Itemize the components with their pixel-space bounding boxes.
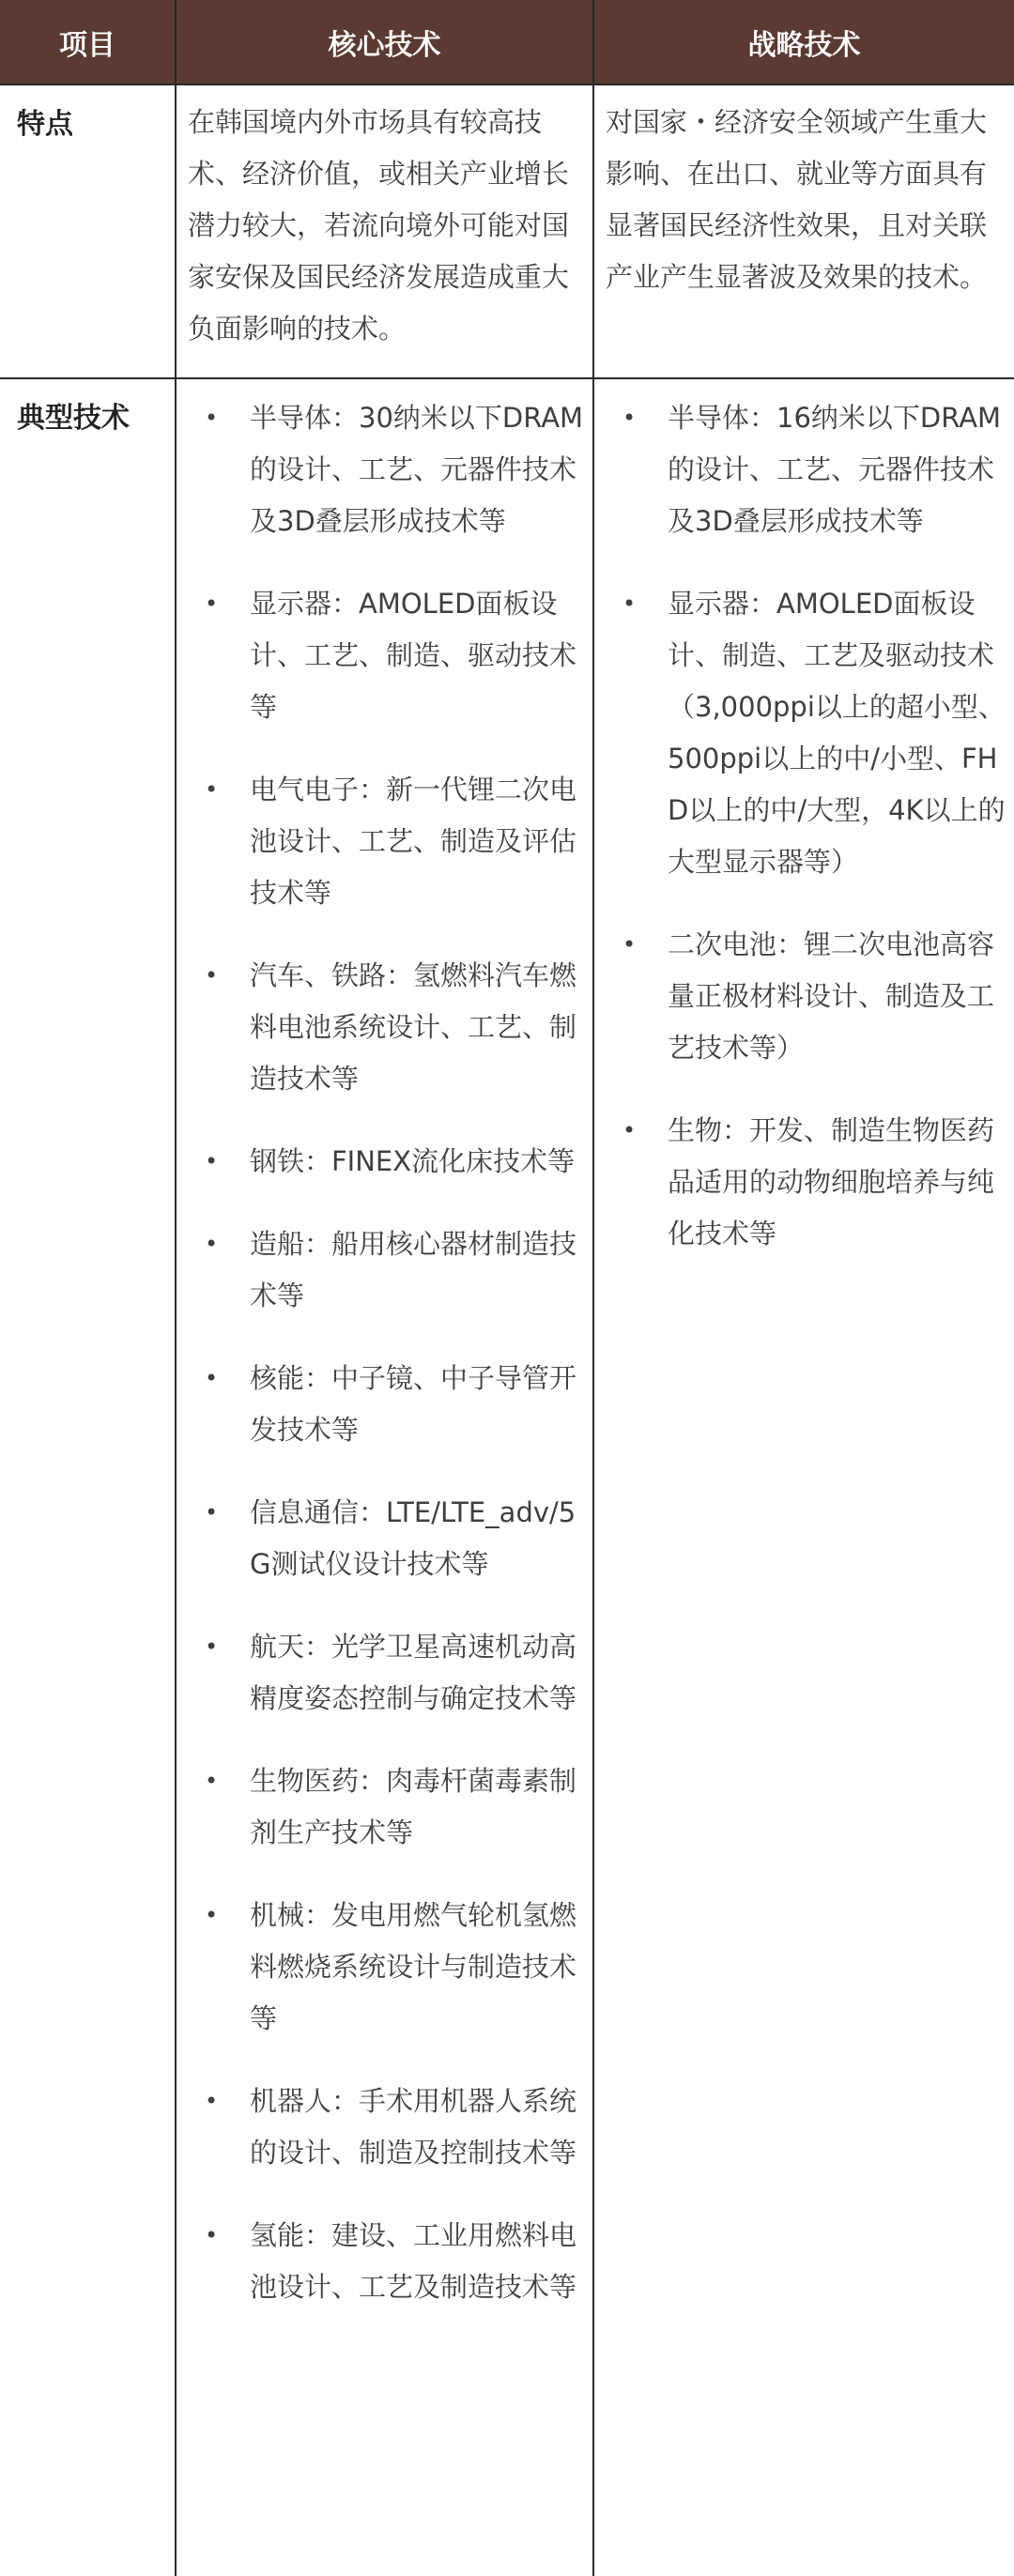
- typical-technologies-label: 典型技术: [0, 378, 176, 2576]
- strategic-technology-list-item: [606, 919, 1014, 1074]
- core-technology-item-text: 钢铁：FINEX流化床技术等: [250, 1145, 576, 1177]
- features-label: 特点: [0, 84, 176, 378]
- bullet-icon: •: [622, 405, 637, 431]
- strategic-technology-list-item: [606, 1105, 1014, 1260]
- core-technology-list-item: [188, 1756, 592, 1859]
- core-technology-item-text: 机器人：手术用机器人系统的设计、制造及控制技术等: [250, 2085, 577, 2169]
- bullet-icon: •: [622, 1117, 637, 1143]
- core-technology-item-text: 汽车、铁路：氢燃料汽车燃料电池系统设计、工艺、制造技术等: [250, 959, 577, 1095]
- bullet-icon: •: [205, 1148, 219, 1174]
- bullet-icon: •: [205, 1633, 219, 1660]
- bullet-icon: •: [622, 931, 637, 958]
- core-technology-list-item: [188, 1353, 592, 1456]
- core-technology-item-text: 造船：船用核心器材制造技术等: [250, 1228, 577, 1311]
- header-item: 项目: [0, 0, 176, 84]
- core-technology-item-text: 显示器：AMOLED面板设计、工艺、制造、驱动技术等: [250, 588, 577, 723]
- features-row: [0, 84, 1014, 378]
- core-technology-list-item: [188, 2076, 592, 2179]
- bullet-icon: •: [205, 1902, 219, 1928]
- bullet-icon: •: [205, 2088, 219, 2114]
- strategic-technology-list-item: [606, 578, 1014, 888]
- bullet-icon: •: [622, 590, 637, 617]
- bullet-icon: •: [205, 1768, 219, 1794]
- core-technology-item-text: 氢能：建设、工业用燃料电池设计、工艺及制造技术等: [250, 2219, 577, 2303]
- strategic-technology-list: [606, 392, 1014, 1260]
- core-technology-list-item: [188, 578, 592, 733]
- strategic-technology-item-text: 生物：开发、制造生物医药品适用的动物细胞培养与纯化技术等: [668, 1114, 995, 1250]
- core-technology-item-text: 机械：发电用燃气轮机氢燃料燃烧系统设计与制造技术等: [250, 1899, 577, 2034]
- bullet-icon: •: [205, 590, 219, 617]
- strategic-technology-list-cell: [593, 378, 1014, 2576]
- core-technology-list-item: [188, 1487, 592, 1590]
- bullet-icon: •: [205, 1231, 219, 1257]
- strategic-features-text: 对国家・经济安全领域产生重大影响、在出口、就业等方面具有显著国民经济性效果，且对关联产业产生显著波及效果的技术。: [593, 84, 1014, 378]
- core-technology-list-item: [188, 392, 592, 547]
- core-technology-item-text: 电气电子：新一代锂二次电池设计、工艺、制造及评估技术等: [250, 774, 577, 909]
- header-core-technology: 核心技术: [176, 0, 593, 84]
- header-row: [0, 0, 1014, 84]
- strategic-technology-item-text: 半导体：16纳米以下DRAM的设计、工艺、元器件技术及3D叠层形成技术等: [668, 402, 1002, 537]
- core-technology-item-text: 信息通信：LTE/LTE_adv/5G测试仪设计技术等: [250, 1496, 576, 1580]
- strategic-technology-list-item: [606, 392, 1014, 547]
- bullet-icon: •: [205, 1365, 219, 1391]
- bullet-icon: •: [205, 776, 219, 803]
- strategic-technology-item-text: 显示器：AMOLED面板设计、制造、工艺及驱动技术（3,000ppi以上的超小型、500ppi以上的中/小型、FHD以上的中/大型，4K以上的大型显示器等）: [668, 588, 1006, 878]
- core-technology-list-item: [188, 1890, 592, 2045]
- core-technology-list-item: [188, 2210, 592, 2313]
- core-technology-list-item: [188, 1136, 592, 1188]
- core-technology-list-cell: [176, 378, 593, 2576]
- core-technology-item-text: 生物医药：肉毒杆菌毒素制剂生产技术等: [250, 1765, 577, 1848]
- core-technology-list-item: [188, 764, 592, 919]
- core-technology-item-text: 半导体：30纳米以下DRAM的设计、工艺、元器件技术及3D叠层形成技术等: [250, 402, 584, 537]
- strategic-technology-item-text: 二次电池：锂二次电池高容量正极材料设计、制造及工艺技术等）: [668, 928, 995, 1064]
- bullet-icon: •: [205, 405, 219, 431]
- core-technology-list-item: [188, 1219, 592, 1322]
- bullet-icon: •: [205, 1499, 219, 1526]
- core-features-text: 在韩国境内外市场具有较高技术、经济价值，或相关产业增长潜力较大，若流向境外可能对国家安保及国民经济发展造成重大负面影响的技术。: [176, 84, 593, 378]
- core-technology-list-item: [188, 950, 592, 1105]
- core-technology-list: [188, 392, 592, 2313]
- bullet-icon: •: [205, 962, 219, 989]
- header-strategic-technology: 战略技术: [593, 0, 1014, 84]
- bullet-icon: •: [205, 2222, 219, 2248]
- typical-technologies-row: [0, 378, 1014, 2576]
- core-technology-list-item: [188, 1621, 592, 1725]
- core-technology-item-text: 航天：光学卫星高速机动高精度姿态控制与确定技术等: [250, 1631, 577, 1714]
- core-technology-item-text: 核能：中子镜、中子导管开发技术等: [250, 1362, 577, 1446]
